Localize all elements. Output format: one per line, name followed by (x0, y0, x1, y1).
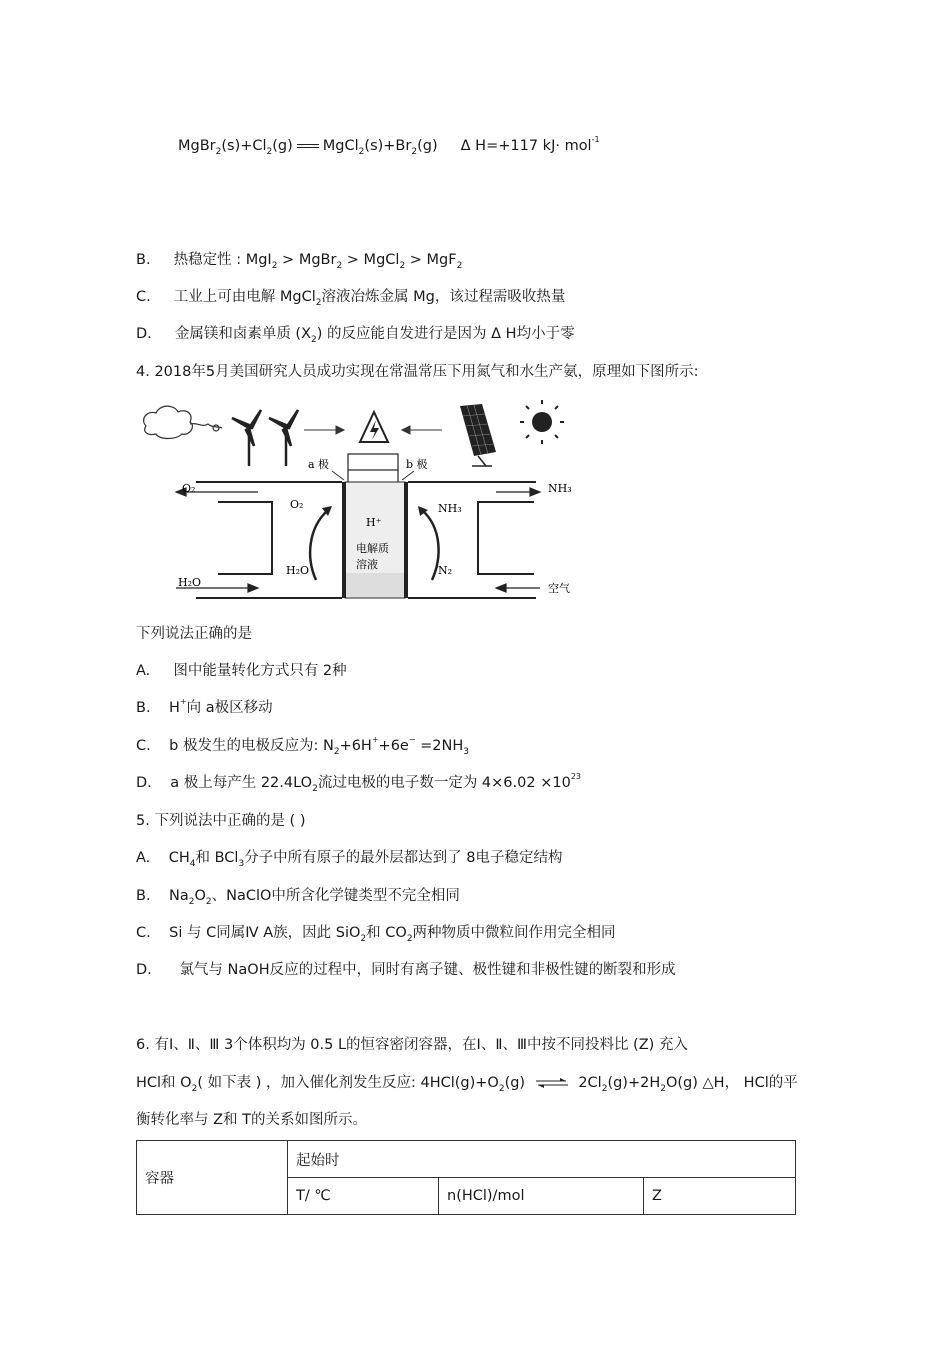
q4-option-a: A. 图中能量转化方式只有 2种 (136, 663, 347, 679)
solution-label: 溶液 (356, 558, 378, 571)
sun-icon (520, 400, 564, 444)
q4-option-b: B. H+向 a极区移动 (136, 697, 273, 716)
equation-line: $MgBr_2(s)+Cl_2(g)$ $MgCl_2(s)+Br_2(g)$ Δ H=+117 kJ· mol$^{-1}$ (178, 135, 600, 157)
wind-turbine-icon (232, 410, 298, 466)
h2o-label: H₂O (286, 564, 310, 577)
q4-option-c: C. b 极发生的电极反应为: $N_2+6H^++6e^- =2NH_3$ (136, 735, 470, 757)
conditions-table (136, 1140, 796, 1215)
arrow-right-icon (304, 426, 344, 434)
air-label: 空气 (548, 582, 570, 595)
q5-option-a: A. $CH_4$和 BCl$_3$分子中所有原子的最外层都达到了 8电子稳定结构 (136, 850, 563, 869)
equals-sign (297, 144, 319, 148)
q4-question: 下列说法正确的是 (136, 626, 252, 642)
table-header-container: 容器 (137, 1141, 288, 1215)
electrolysis-diagram (136, 398, 586, 604)
table-col-n: n(HCl)/mol (439, 1178, 644, 1215)
right-curved-arrow (422, 510, 439, 580)
left-chamber (196, 482, 342, 598)
q3-option-b: B. 热稳定性 : MgI$_2$ > MgBr$_2$ > MgCl$_2$ > MgF$_2$ (136, 252, 463, 271)
solar-panel-icon (460, 404, 496, 466)
q5-option-d: D. 氯气与 NaOH反应的过程中，同时有离子键、极性键和非极性键的断裂和形成 (136, 962, 676, 978)
q6-line-3: 衡转化率与 Z和 T的关系如图所示。 (136, 1112, 368, 1128)
q6-line-1: 6. 有Ⅰ、Ⅱ、Ⅲ 3个体积均为 0.5 L的恒容密闭容器，在Ⅰ、Ⅱ、Ⅲ中按不同投料比 (Z) 充入 (136, 1037, 688, 1053)
electrolyte-cell (342, 482, 408, 598)
external-circuit (348, 454, 398, 482)
nh3-out-label: NH₃ (548, 482, 572, 495)
table-col-t: T/ ℃ (288, 1178, 439, 1215)
electrolyte-label: 电解质 (356, 542, 389, 555)
o2-in-label: O₂ (290, 498, 304, 511)
q4-option-d: D. a 极上每产生 $22.4LO_2$流过电极的电子数一定为 $4\times 6.02 \times 10^{23}$ (136, 772, 581, 794)
nh3-label: NH₃ (438, 502, 462, 515)
q5-option-b: B. $Na_2O_2$、NaClO中所含化学键类型不完全相同 (136, 888, 460, 907)
q3-option-c: C. 工业上可由电解 MgCl$_2$溶液冶炼金属 Mg，该过程需吸收热量 (136, 289, 566, 308)
n2-label: N₂ (438, 564, 453, 577)
left-curved-arrow (310, 510, 328, 580)
q3-option-d: D. 金属镁和卤素单质 $(X_2)$ 的反应能自发进行是因为 Δ H均小于零 (136, 326, 575, 345)
b-pole-label: b 极 (406, 458, 428, 471)
right-chamber (408, 482, 536, 598)
arrow-left-icon (402, 426, 442, 434)
reversible-arrow-icon (536, 1078, 568, 1088)
h2o-in-label: H₂O (178, 576, 202, 589)
q4-stem: 4. 2018年5月美国研究人员成功实现在常温常压下用氮气和水生产氨，原理如下图所示: (136, 364, 699, 380)
wind-cloud-icon (144, 406, 222, 438)
table-col-z: Z (644, 1178, 796, 1215)
q5-option-c: C. Si 与 C同属Ⅳ A族，因此 SiO$_2$和 $CO_2$两种物质中微粒间作用完全相同 (136, 925, 616, 944)
a-pole-label: a 极 (308, 458, 330, 471)
o2-out-label: O₂ (182, 482, 196, 495)
electricity-warning-icon (360, 412, 388, 442)
q6-line-2: HCl和 $O_2$( 如下表 ) ，加入催化剂发生反应: $4HCl(g)+O_2(g)$ $2Cl_2(g)+2H_2O(g)$ △H， HCl的平 (136, 1075, 798, 1094)
table-header-start: 起始时 (288, 1141, 796, 1178)
q5-stem: 5. 下列说法中正确的是 ( ) (136, 813, 306, 829)
hplus-label: H⁺ (366, 516, 382, 529)
